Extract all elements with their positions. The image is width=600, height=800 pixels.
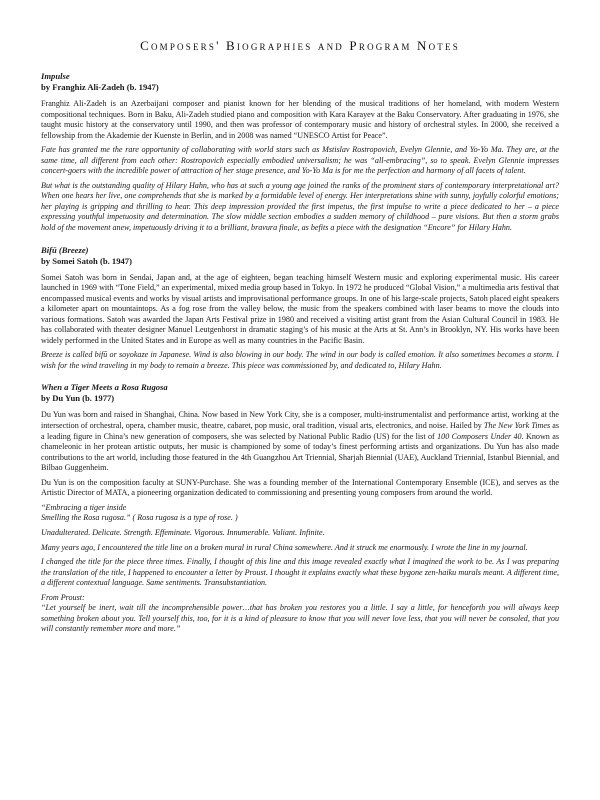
- poem: [41, 503, 559, 524]
- composer-bio: Franghiz Ali-Zadeh is an Azerbaijani composer and pianist known for her blending of the musical traditions of her homeland, with modern Western compositional techniques. Born in Baku, Ali-Zadeh studied piano and composition with Kara Karayev at the Baku Conservatory. After graduating in 1976, she taught music history at the conservatory until 1990, and then was professor of contemporary music and history of orchestral styles. In 2000, she received a fellowship from the Akademie der Kuenste in Berlin, and in 2008 was named “UNESCO Artist for Peace”.: [41, 99, 559, 140]
- composer-line: by Somei Satoh (b. 1947): [41, 255, 132, 266]
- section-impulse: [41, 71, 559, 234]
- composer-line: by Du Yun (b. 1977): [41, 393, 115, 404]
- poem-line: Smelling the Rosa rugosa.” ( Rosa rugosa is a type of rose. ): [41, 513, 238, 523]
- composer-bio: Somei Satoh was born in Sendai, Japan and, at the age of eighteen, began teaching himself Western music and exploring experimental music. His career launched in 1969 with “Tone Field,” an experimental, mixed media group based in Tokyo. In 1972 he produced “Global Vision,” a multimedia arts festival that encompassed musical events and works by visual artists and improvisational performance groups. In one of his large-scale projects, Satoh placed eight speakers a kilometer apart on mountaintops. As a fog rose from the valley below, the music from the speakers combined with laser beams to move the clouds into various formations. Satoh was awarded the Japan Arts Festival prize in 1980 and received a visiting artist grant from the Asian Cultural Council in 1983. He has collaborated with theater designer Manuel Leutgenhorst in dramatic staging’s of his music at the Arts at St. Ann’s in Brooklyn, NY. His works have been widely performed in the United States and in Europe as well as many countries in the Pacific Basin.: [41, 272, 559, 345]
- program-note: I changed the title for the piece three times. Finally, I thought of this line and this image revealed exactly what I imagined the work to be. As I was preparing the translation of the title, I happened to encounter a letter by Proust. I thought it explains exactly what these bygone zen-haiku murals meant. A different time, a different contextual language. Same sentiments. Transubstantiation.: [41, 557, 559, 588]
- composer-line: by Franghiz Ali-Zadeh (b. 1947): [41, 82, 159, 92]
- proust-quote: “Let yourself be inert, wait till the incomprehensible power…that has broken you restores you a little. I say a little, for henceforth you will always keep something broken about you. Tell yourself this, too, for it is a kind of pleasure to know that you will never love less, that you will never be consoled, that you will constantly remember more and more.”: [41, 603, 559, 634]
- program-note: Fate has granted me the rare opportunity of collaborating with world stars such as Mstislav Rostropovich, Evelyn Glennie, and Yo-Yo Ma. They are, at the same time, all different from each other: Rostropovich especially embodied universalism; he was “all-embracing”, so to speak. Evelyn Glennie impresses concert-goers with the incredible power of attraction of her stage presence, and Yo-Yo Ma is for me the perfection and harmony of all facets of talent.: [41, 145, 559, 176]
- section-tiger-rosa: [41, 382, 559, 634]
- program-note: But what is the outstanding quality of Hilary Hahn, who has at such a young age joined the ranks of the prominent stars of contemporary interpretational art? When one hears her live, one comprehends that she is marked by a formidable level of energy. Her interpretations shine with sunny, joyfully colorful emotions; her playing is gripping and thrilling to hear. This deep impression provided the first impetus, the first impulse to write a piece dedicated to her – a piece expressing youthful impetuosity and determination. The slow middle section embodies a sudden memory of childhood – pure visions. But then a storm grabs hold of the movement anew, impetuously driving it to a brilliant, bravura finale, as befits a piece with the designation “Encore” for Hilary Hahn.: [41, 180, 559, 233]
- piece-title: Impulse: [41, 71, 70, 81]
- composer-bio-2: Du Yun is on the composition faculty at SUNY-Purchase. She was a founding member of the International Contemporary Ensemble (ICE), and serves as the Artistic Director of MATA, a pioneering organization dedicated to commissioning and presenting young composers from around the world.: [41, 477, 559, 498]
- poem-line: “Embracing a tiger inside: [41, 502, 127, 512]
- piece-title: Bifū (Breeze): [41, 244, 89, 255]
- composer-bio: [41, 410, 559, 473]
- section-bifu: [41, 245, 559, 372]
- program-note: Unadulterated. Delicate. Strength. Effeminate. Vigorous. Innumerable. Valiant. Infinite.: [41, 527, 325, 537]
- program-note: Breeze is called bifū or soyokaze in Japanese. Wind is also blowing in our body. The wind in our body is called emotion. It also sometimes becomes a storm. I wish for the wind traveling in my body to remain a breeze. This piece was commissioned by, and dedicated to, Hilary Hahn.: [41, 350, 559, 370]
- list-name: 100 Composers Under 40: [437, 431, 522, 441]
- program-note: Many years ago, I encountered the title line on a broken mural in rural China somewhere. And it struck me enormously. I wrote the line in my journal.: [41, 542, 528, 552]
- piece-title: When a Tiger Meets a Rosa Rugosa: [41, 382, 168, 393]
- page-title: Composers' Biographies and Program Notes: [140, 38, 460, 53]
- bio-text: as a leading figure in China’s new generation of composers, she was selected by National Public Radio (US) for the list of: [41, 421, 559, 441]
- bio-text: Du Yun was born and raised in Shanghai, China. Now based in New York City, she is a composer, multi-instrumentalist and performance artist, working at the intersection of orchestral, opera, chamber music, theatre, cabaret, pop music, oral tradition, visual arts, electronics, and noise. Hailed by: [41, 410, 559, 431]
- from-proust-label: From Proust:: [41, 592, 85, 602]
- publication-name: The New York Times: [483, 421, 551, 431]
- bio-text: . Known as chameleonic in her protean artistic outputs, her music is championed by some of today’s finest performing artists and organizations. Du Yun has also made contributions to the art world, including those featured in the 4th Guangzhou Art Triennial, Sharjah Biennial (UAE), Auckland Triennial, Istanbul Biennial, and Bilbao Guggenheim.: [41, 431, 559, 473]
